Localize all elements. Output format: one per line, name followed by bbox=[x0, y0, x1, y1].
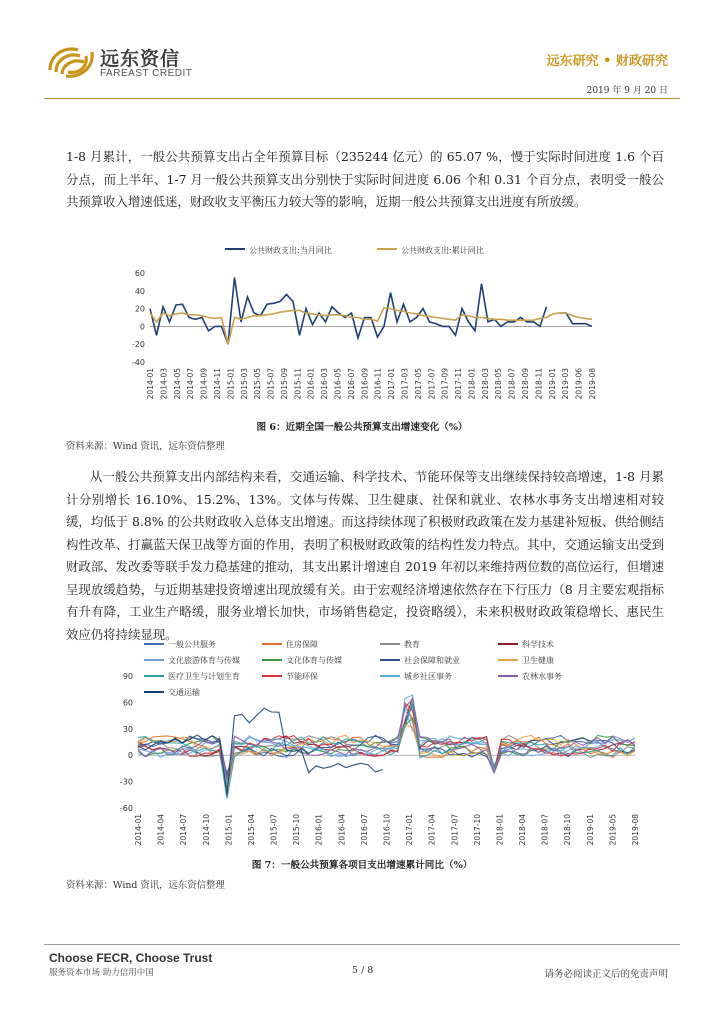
x-tick-label: 2019-01 bbox=[585, 814, 595, 846]
x-tick-label: 2014-01 bbox=[134, 814, 143, 846]
x-tick-label: 2015-01 bbox=[224, 814, 234, 846]
x-tick-label: 2017-03 bbox=[400, 368, 410, 400]
footer-divider bbox=[44, 944, 680, 945]
x-tick-label: 2016-01 bbox=[314, 814, 324, 846]
x-tick-label: 2019-08 bbox=[588, 368, 597, 400]
y-tick-label: -40 bbox=[131, 358, 145, 367]
y-tick-label: 60 bbox=[134, 269, 145, 278]
x-tick-label: 2016-03 bbox=[320, 368, 330, 400]
x-tick-label: 2014-04 bbox=[156, 814, 166, 846]
legend-label: 教育 bbox=[404, 640, 420, 649]
x-tick-label: 2018-03 bbox=[480, 368, 490, 400]
footer-tagline: 服务资本市场 助力信用中国 bbox=[49, 968, 154, 978]
y-tick-label: 0 bbox=[127, 751, 133, 761]
department-label: 远东研究 • 财政研究 bbox=[546, 54, 668, 69]
x-tick-label: 2019-05 bbox=[608, 814, 618, 846]
x-tick-label: 2017-01 bbox=[387, 368, 397, 400]
x-tick-label: 2014-09 bbox=[199, 368, 209, 400]
x-tick-label: 2015-10 bbox=[292, 814, 302, 846]
footer-slogan: Choose FECR, Choose Trust bbox=[49, 951, 213, 965]
y-tick-label: 20 bbox=[134, 304, 145, 314]
x-tick-label: 2015-04 bbox=[246, 814, 256, 846]
legend-label: 城乡社区事务 bbox=[404, 672, 452, 681]
figure-6-caption: 图 6：近期全国一般公共预算支出增速变化（%） bbox=[256, 422, 468, 433]
legend-label: 医疗卫生与计划生育 bbox=[168, 672, 240, 681]
x-tick-label: 2015-07 bbox=[269, 814, 279, 846]
report-date: 2019 年 9 月 20 日 bbox=[586, 86, 668, 96]
x-tick-label: 2017-09 bbox=[440, 368, 450, 400]
x-tick-label: 2016-07 bbox=[359, 814, 369, 846]
x-tick-label: 2014-07 bbox=[179, 814, 189, 846]
x-tick-label: 2014-10 bbox=[201, 814, 211, 846]
x-tick-label: 2018-07 bbox=[540, 814, 550, 846]
x-tick-label: 2018-07 bbox=[507, 368, 517, 400]
x-tick-label: 2016-10 bbox=[382, 814, 392, 846]
header-divider bbox=[44, 98, 680, 99]
x-tick-label: 2018-05 bbox=[494, 368, 504, 400]
x-tick-label: 2018-09 bbox=[521, 368, 531, 400]
x-tick-label: 2015-11 bbox=[293, 368, 303, 400]
x-tick-label: 2017-07 bbox=[450, 814, 460, 846]
series-line-7 bbox=[138, 724, 635, 792]
series-line-0 bbox=[150, 278, 592, 345]
paragraph-1: 1-8 月累计，一般公共预算支出占全年预算目标（235244 亿元）的 65.07 %，慢于实际时间进度 1.6 个百分点，而上半年、1-7 月一般公共预算支出分别快于实际时间进度 6.06 个和 0.31 个百分点，表明受一般公共预算收入增速低迷，财政收支平衡压力较大等的影响，近期一般公共预算支出进度有所放缓。 bbox=[66, 149, 664, 209]
figure-7-caption: 图 7：一般公共预算各项目支出增速累计同比（%） bbox=[251, 860, 473, 871]
series-line-8 bbox=[138, 702, 635, 799]
x-tick-label: 2016-04 bbox=[337, 814, 347, 846]
figure-6-chart bbox=[120, 238, 610, 408]
x-tick-label: 2016-01 bbox=[306, 368, 316, 400]
x-tick-label: 2017-07 bbox=[427, 368, 437, 400]
x-tick-label: 2015-09 bbox=[279, 368, 289, 400]
x-tick-label: 2015-03 bbox=[239, 368, 249, 400]
y-tick-label: 40 bbox=[134, 286, 145, 296]
x-tick-label: 2014-03 bbox=[159, 368, 169, 400]
y-tick-label: 60 bbox=[122, 698, 133, 708]
figure-7-chart bbox=[110, 632, 650, 850]
legend-label: 社会保障和就业 bbox=[404, 656, 460, 665]
y-tick-label: 30 bbox=[122, 724, 133, 734]
brand-name-cn: 远东资信 bbox=[100, 48, 181, 70]
x-tick-label: 2017-01 bbox=[405, 814, 415, 846]
x-tick-label: 2014-07 bbox=[186, 368, 196, 400]
figure-6-source: 资料来源：Wind 资讯，远东资信整理 bbox=[66, 441, 225, 452]
x-tick-label: 2019-06 bbox=[574, 368, 584, 400]
x-tick-label: 2018-01 bbox=[467, 368, 477, 400]
legend-label: 公共财政支出:累计同比 bbox=[401, 246, 484, 255]
x-tick-label: 2018-11 bbox=[534, 368, 544, 400]
series-line-3 bbox=[138, 698, 635, 780]
y-tick-label: -20 bbox=[131, 340, 145, 350]
series-line-6 bbox=[138, 702, 635, 775]
fareast-logo bbox=[44, 40, 100, 82]
legend-label: 公共财政支出:当月同比 bbox=[249, 246, 332, 255]
footer-disclaimer: 请务必阅读正文后的免责声明 bbox=[544, 969, 668, 980]
y-tick-label: 90 bbox=[122, 672, 133, 681]
x-tick-label: 2016-09 bbox=[360, 368, 370, 400]
x-tick-label: 2017-11 bbox=[454, 368, 464, 400]
legend-label: 住房保障 bbox=[286, 640, 318, 649]
brand-name-en: FAREAST CREDIT bbox=[100, 68, 193, 79]
legend-label: 农林水事务 bbox=[522, 672, 562, 681]
series-line-10 bbox=[138, 695, 635, 785]
y-tick-label: 0 bbox=[139, 322, 145, 332]
x-tick-label: 2018-04 bbox=[518, 814, 528, 846]
x-tick-label: 2019-01 bbox=[547, 368, 557, 400]
x-tick-label: 2016-07 bbox=[346, 368, 356, 400]
x-tick-label: 2015-05 bbox=[253, 368, 263, 400]
x-tick-label: 2019-03 bbox=[561, 368, 571, 400]
series-line-11 bbox=[138, 699, 635, 779]
series-line-2 bbox=[138, 704, 635, 773]
y-tick-label: -60 bbox=[119, 804, 133, 813]
x-tick-label: 2016-05 bbox=[333, 368, 343, 400]
x-tick-label: 2018-01 bbox=[495, 814, 505, 846]
x-tick-label: 2018-10 bbox=[563, 814, 573, 846]
legend-label: 卫生健康 bbox=[522, 656, 554, 665]
x-tick-label: 2014-11 bbox=[212, 368, 222, 400]
paragraph-2: 从一般公共预算支出内部结构来看，交通运输、科学技术、节能环保等支出继续保持较高增速，1-8 月累计分别增长 16.10%、15.2%、13%。文体与传媒、卫生健康、社保和就业、农林水事务支出增速相对较缓，均低于 8.8% 的公共财政收入总体支出增速。而这持续体现了积极财政政策在发力基建补短板、供给侧结构性改革、打赢蓝天保卫战等方面的作用，表明了积极财政政策的结构性发力特点。其中，交通运输支出受到财政部、发改委等联手发力稳基建的推动，其支出累计增速自 2019 年初以来维持两位数的高位运行，但增速呈现放缓趋势，与近期基建投资增速出现放缓有关。由于宏观经济增速依然存在下行压力（8 月主要宏观指标有升有降，工业生产略缓，服务业增长加快，市场销售稳定，投资略缓），未来积极财政政策稳增长、惠民生效应仍将持续显现。 bbox=[66, 469, 664, 642]
figure-7-source: 资料来源：Wind 资讯，远东资信整理 bbox=[66, 880, 225, 891]
y-tick-label: -30 bbox=[119, 777, 133, 787]
x-tick-label: 2017-04 bbox=[427, 814, 437, 846]
x-tick-label: 2017-10 bbox=[472, 814, 482, 846]
x-tick-label: 2017-05 bbox=[413, 368, 423, 400]
legend-label: 文化旅游体育与传媒 bbox=[168, 656, 240, 665]
x-tick-label: 2016-11 bbox=[373, 368, 383, 400]
x-tick-label: 2014-05 bbox=[172, 368, 182, 400]
page-number: 5 / 8 bbox=[352, 965, 374, 976]
legend-label: 文化体育与传媒 bbox=[286, 656, 342, 665]
x-tick-label: 2015-07 bbox=[266, 368, 276, 400]
legend-label: 节能环保 bbox=[286, 672, 318, 681]
x-tick-label: 2015-01 bbox=[226, 368, 236, 400]
legend-label: 一般公共服务 bbox=[168, 640, 216, 649]
x-tick-label: 2014-01 bbox=[146, 368, 155, 400]
x-tick-label: 2019-08 bbox=[631, 814, 640, 846]
legend-label: 交通运输 bbox=[168, 688, 200, 697]
legend-label: 科学技术 bbox=[522, 640, 554, 649]
